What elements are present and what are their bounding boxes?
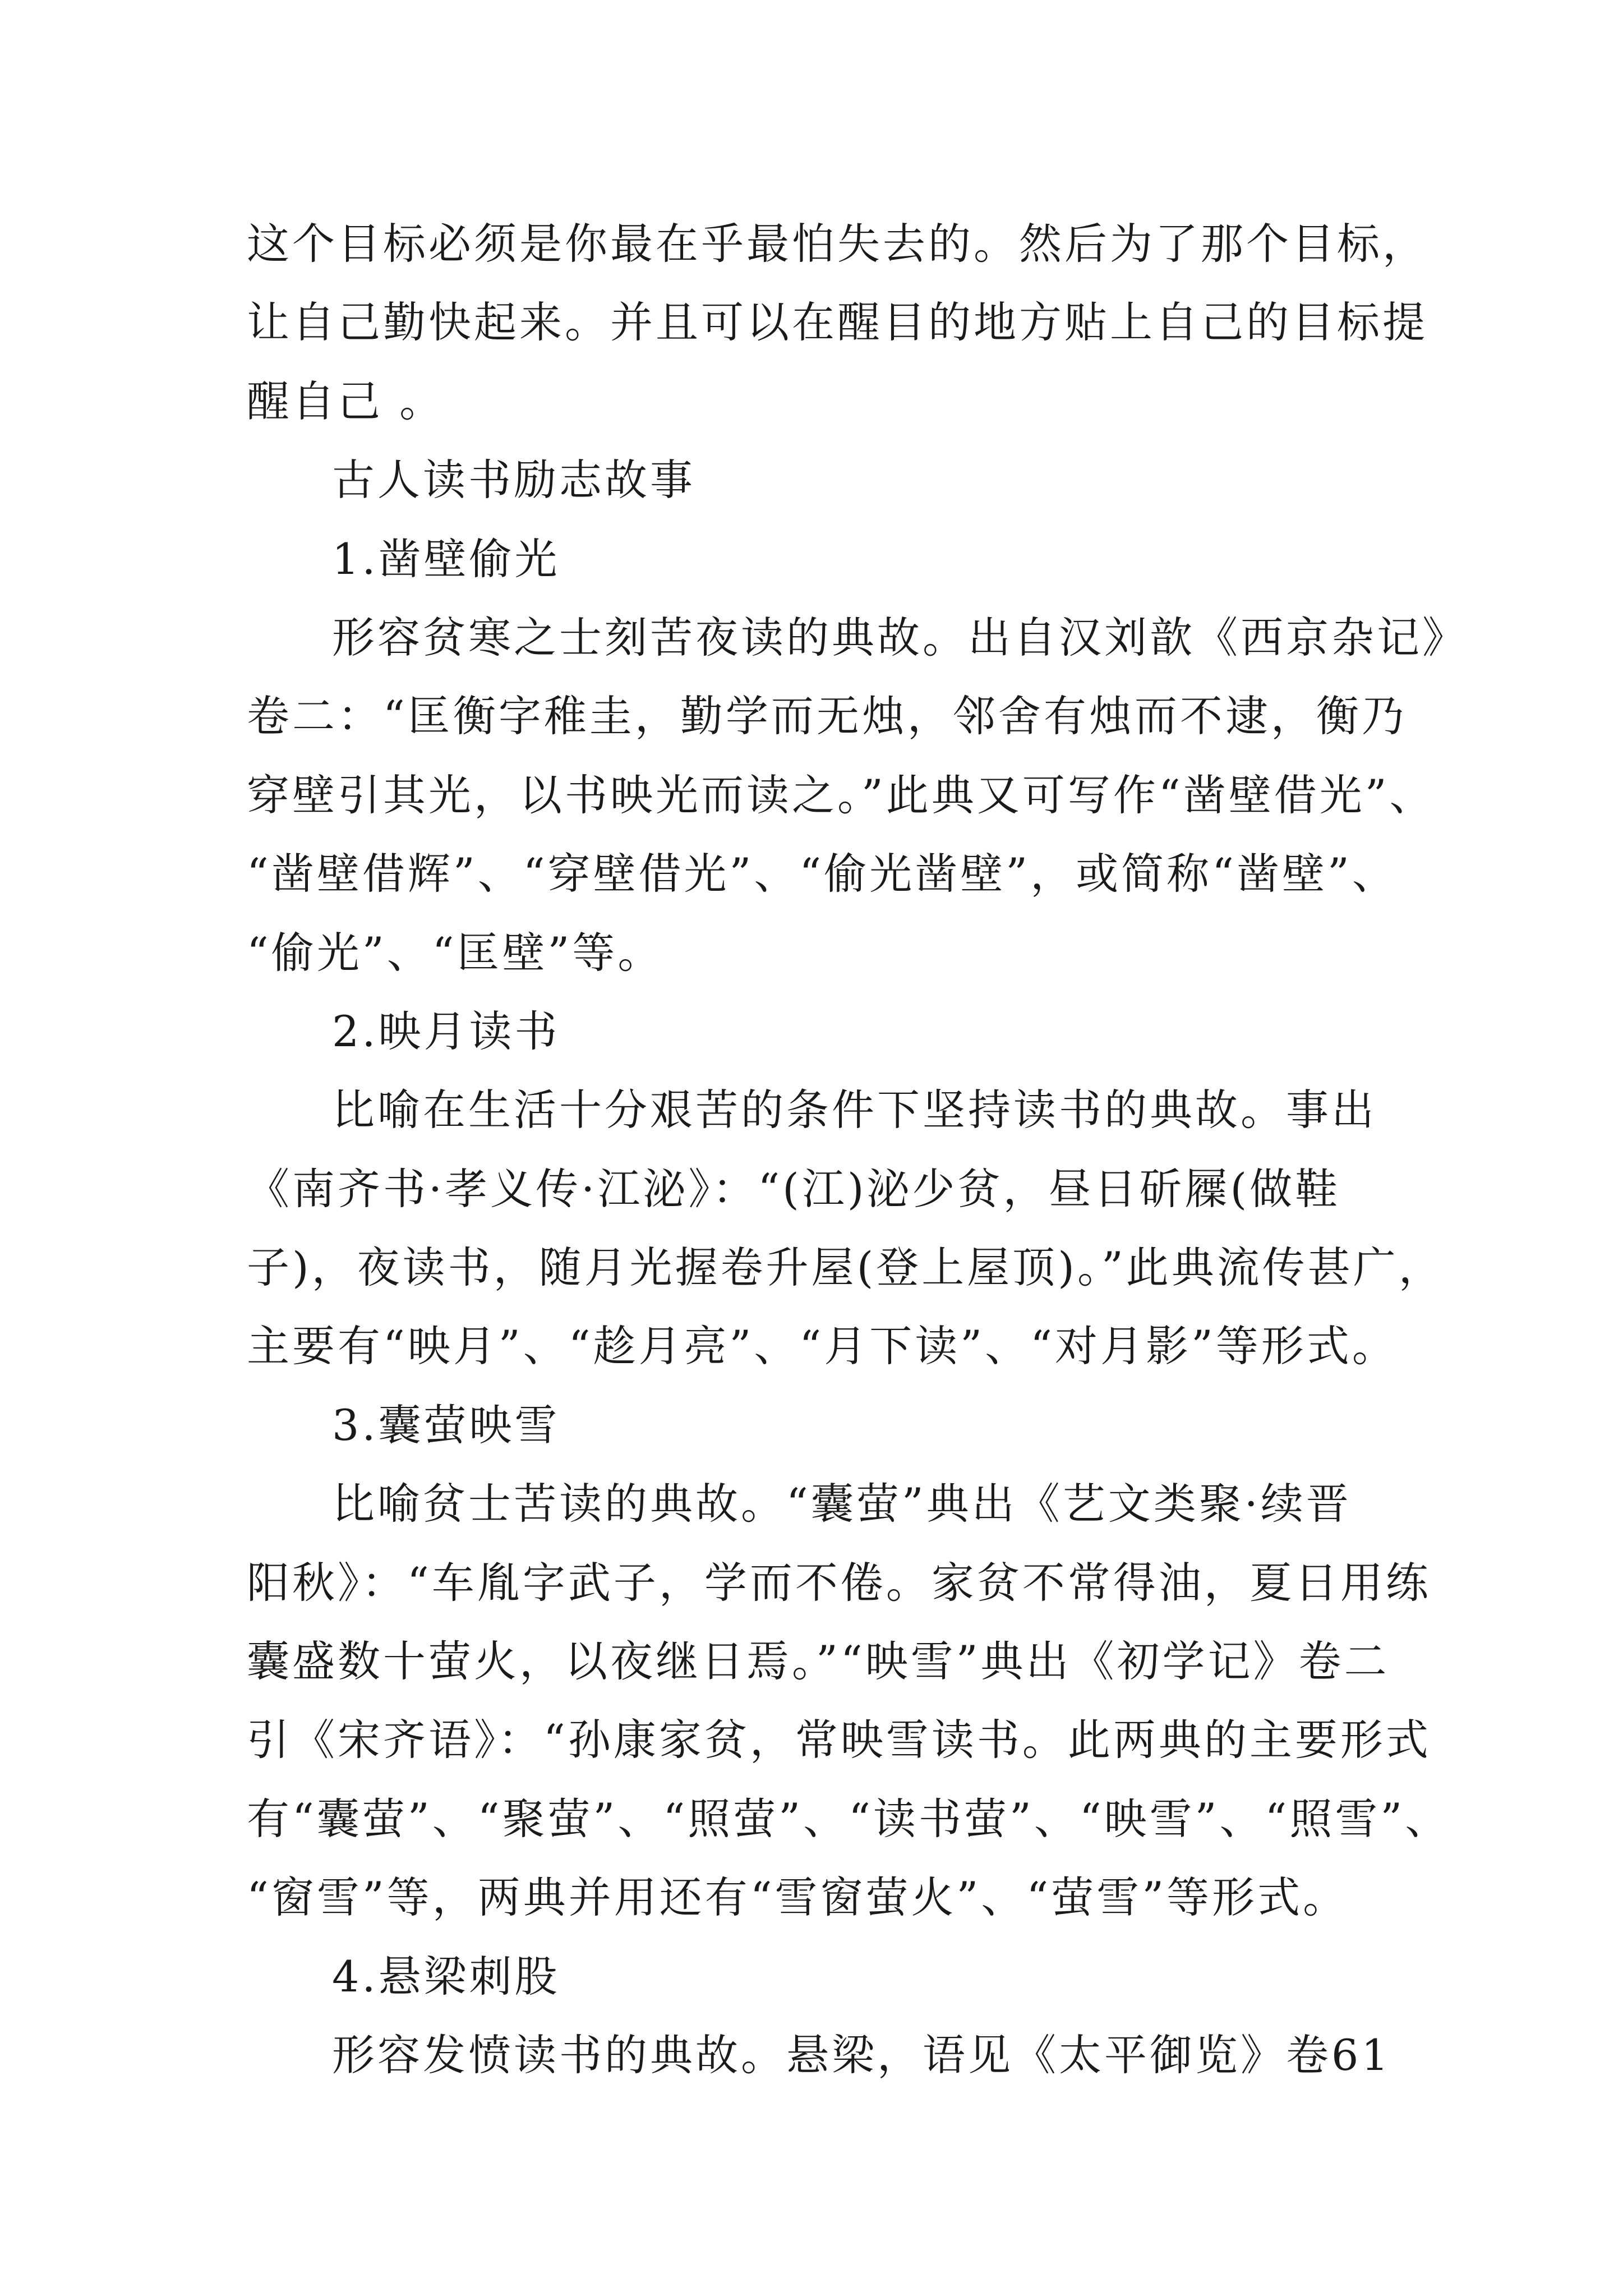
- text-line: 比喻在生活十分艰苦的条件下坚持读书的典故。事出: [332, 1085, 1377, 1135]
- text-line: 形容发愤读书的典故。悬梁，语见《太平御览》卷61: [332, 2030, 1391, 2080]
- text-line: 这个目标必须是你最在乎最怕失去的。然后为了那个目标，: [247, 219, 1428, 269]
- story-title: 4.悬梁刺股: [332, 1951, 560, 2001]
- text-line: 阳秋》：“车胤字武子，学而不倦。家贫不常得油，夏日用练: [247, 1557, 1431, 1608]
- body-text: [247, 205, 1468, 2095]
- text-line: 有“囊萤”、“聚萤”、“照萤”、“读书萤”、“映雪”、“照雪”、: [247, 1793, 1451, 1844]
- section-heading: 古人读书励志故事: [332, 455, 695, 505]
- text-line: “凿壁借辉”、“穿壁借光”、“偷光凿壁”，或简称“凿壁”、: [247, 849, 1398, 899]
- text-line: 形容贫寒之士刻苦夜读的典故。出自汉刘歆《西京杂记》: [332, 612, 1468, 662]
- text-line: 囊盛数十萤火，以夜继日焉。”“映雪”典出《初学记》卷二: [247, 1636, 1390, 1687]
- text-line: “偷光”、“匡壁”等。: [247, 927, 663, 978]
- text-line: 卷二：“匡衡字稚圭，勤学而无烛，邻舍有烛而不逮，衡乃: [247, 691, 1407, 742]
- text-line: 让自己勤快起来。并且可以在醒目的地方贴上自己的目标提: [247, 297, 1428, 348]
- text-line: 主要有“映月”、“趁月亮”、“月下读”、“对月影”等形式。: [247, 1321, 1398, 1372]
- text-line: 《南齐书·孝义传·江泌》：“(江)泌少贫，昼日斫屧(做鞋: [247, 1163, 1341, 1214]
- text-line: 穿壁引其光，以书映光而读之。”此典又可写作“凿壁借光”、: [247, 770, 1435, 820]
- text-line: 引《宋齐语》：“孙康家贫，常映雪读书。此两典的主要形式: [247, 1715, 1431, 1765]
- story-title: 2.映月读书: [332, 1006, 560, 1056]
- story-title: 1.凿壁偷光: [332, 533, 560, 584]
- text-line: 比喻贫士苦读的典故。“囊萤”典出《艺文类聚·续晋: [332, 1479, 1352, 1529]
- text-line: “窗雪”等，两典并用还有“雪窗萤火”、“萤雪”等形式。: [247, 1872, 1349, 1923]
- story-title: 3.囊萤映雪: [332, 1400, 560, 1450]
- text-line: 子)，夜读书，随月光握卷升屋(登上屋顶)。”此典流传甚广，: [247, 1243, 1444, 1293]
- text-line: 醒自己 。: [247, 376, 445, 426]
